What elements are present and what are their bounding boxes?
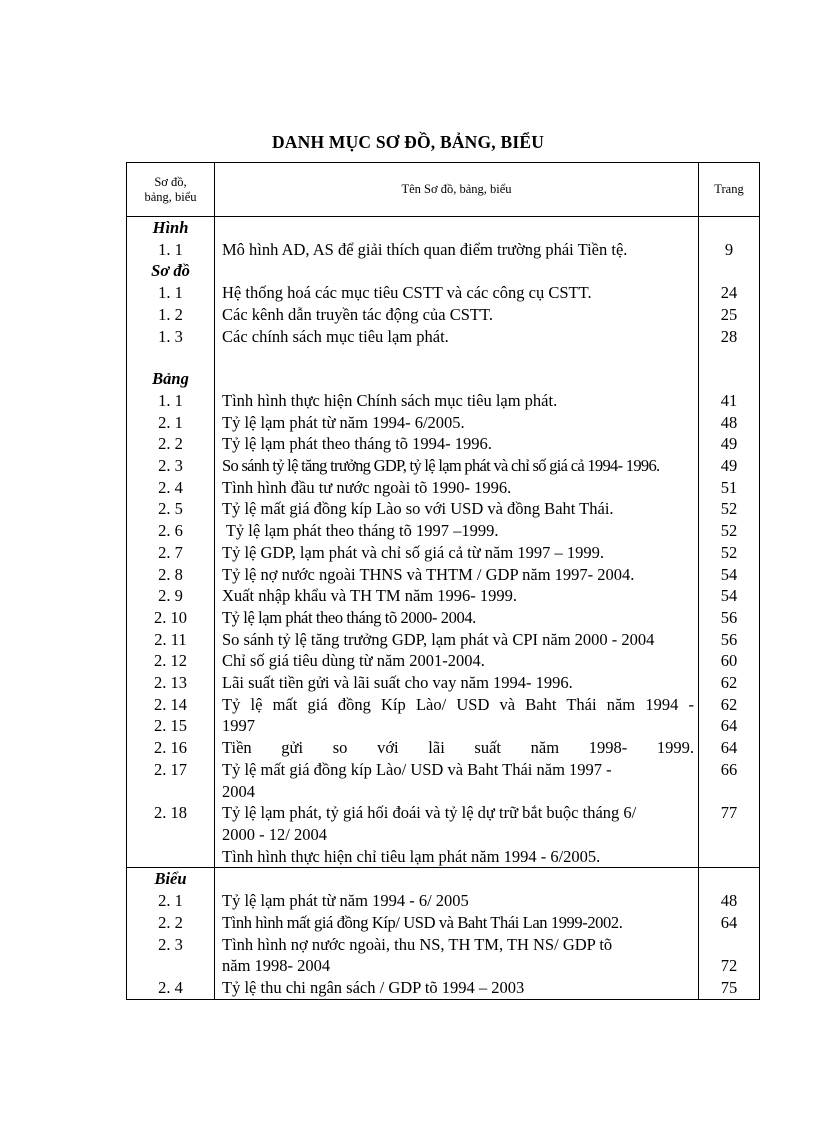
- row-page: 49: [699, 455, 760, 477]
- row-title: năm 1998- 2004: [215, 955, 699, 977]
- row-number: [127, 846, 215, 868]
- row-number: 2. 3: [127, 934, 215, 956]
- row-title: Tỷ lệ nợ nước ngoài THNS và THTM / GDP năm 1997- 2004.: [215, 564, 699, 586]
- row-title: Tỷ lệ mất giá đồng kíp Lào so với USD và đồng Baht Thái.: [215, 498, 699, 520]
- row-page: 48: [699, 412, 760, 434]
- row-page: 52: [699, 520, 760, 542]
- table-row: [127, 629, 760, 651]
- row-number: 2. 9: [127, 585, 215, 607]
- table-row: [127, 802, 760, 824]
- row-title: Hệ thống hoá các mục tiêu CSTT và các công cụ CSTT.: [215, 282, 699, 304]
- table-row: [127, 477, 760, 499]
- table-row: [127, 390, 760, 412]
- row-number: 2. 10: [127, 607, 215, 629]
- spacer-cell: [699, 347, 760, 368]
- table-row: [127, 498, 760, 520]
- header-col-page: Trang: [699, 163, 760, 217]
- row-title: So sánh tỷ lệ tăng trưởng GDP, lạm phát và CPI năm 2000 - 2004: [215, 629, 699, 651]
- row-page: 41: [699, 390, 760, 412]
- row-number: 2. 5: [127, 498, 215, 520]
- table-row: [127, 282, 760, 304]
- row-number: 2. 3: [127, 455, 215, 477]
- row-number: 1. 3: [127, 326, 215, 348]
- row-title: Tỷ lệ mất giá đồng Kíp Lào/ USD và Baht Thái năm 1994 -: [215, 694, 699, 716]
- row-title: Tỷ lệ lạm phát từ năm 1994 - 6/ 2005: [215, 890, 699, 912]
- row-page: 56: [699, 629, 760, 651]
- row-title: Mô hình AD, AS để giải thích quan điểm trường phái Tiền tệ.: [215, 239, 699, 261]
- table-row: [127, 781, 760, 803]
- header-col-name: Tên Sơ đồ, bảng, biểu: [215, 163, 699, 217]
- section-spacer: [699, 868, 760, 890]
- row-number: 2. 18: [127, 802, 215, 824]
- section-row-sodo: [127, 260, 760, 282]
- header-col1-line2: bảng, biểu: [144, 189, 197, 204]
- row-title: Tình hình thực hiện chỉ tiêu lạm phát năm 1994 - 6/2005.: [215, 846, 699, 868]
- table-row: [127, 650, 760, 672]
- row-title: 1997: [215, 715, 699, 737]
- row-number: 2. 2: [127, 912, 215, 934]
- section-spacer: [699, 260, 760, 282]
- row-number: 2. 4: [127, 977, 215, 999]
- section-row-hinh: [127, 217, 760, 239]
- spacer-row: [127, 347, 760, 368]
- row-number: 2. 7: [127, 542, 215, 564]
- row-number: 2. 16: [127, 737, 215, 759]
- table-row: [127, 607, 760, 629]
- row-page: 54: [699, 564, 760, 586]
- section-row-bieu: [127, 868, 760, 890]
- table-row: [127, 520, 760, 542]
- table-header-row: [127, 163, 760, 217]
- row-number: 2. 15: [127, 715, 215, 737]
- row-title: Các kênh dẫn truyền tác động của CSTT.: [215, 304, 699, 326]
- table-row: [127, 890, 760, 912]
- row-title: 2000 - 12/ 2004: [215, 824, 699, 846]
- row-page: 64: [699, 737, 760, 759]
- row-number: 1. 1: [127, 390, 215, 412]
- section-label-bang: Bảng: [127, 368, 215, 390]
- row-page: 62: [699, 694, 760, 716]
- section-spacer: [699, 217, 760, 239]
- table-row: [127, 412, 760, 434]
- table-row: [127, 564, 760, 586]
- spacer-cell: [127, 347, 215, 368]
- table-row: [127, 694, 760, 716]
- row-title: Tỷ lệ lạm phát theo tháng tõ 2000- 2004.: [215, 607, 699, 629]
- header-col1-line1: Sơ đồ,: [154, 174, 187, 189]
- table-row: [127, 846, 760, 868]
- row-number: [127, 781, 215, 803]
- section-spacer: [215, 217, 699, 239]
- table-row: [127, 977, 760, 999]
- row-page: 51: [699, 477, 760, 499]
- header-col-number: [127, 163, 215, 217]
- row-page: 49: [699, 433, 760, 455]
- row-title: So sánh tỷ lệ tăng trưởng GDP, tỷ lệ lạm phát và chỉ số giá cả 1994- 1996.: [215, 455, 699, 477]
- row-page: 66: [699, 759, 760, 781]
- row-title: Lãi suất tiền gửi và lãi suất cho vay năm 1994- 1996.: [215, 672, 699, 694]
- row-page: 54: [699, 585, 760, 607]
- row-title: Tỷ lệ lạm phát, tỷ giá hối đoái và tỷ lệ dự trữ bắt buộc tháng 6/: [215, 802, 699, 824]
- row-number: 2. 1: [127, 412, 215, 434]
- row-page: 56: [699, 607, 760, 629]
- row-page: 28: [699, 326, 760, 348]
- row-number: 2. 11: [127, 629, 215, 651]
- section-row-bang: [127, 368, 760, 390]
- row-title: Tình hình đầu tư nước ngoài tõ 1990- 1996.: [215, 477, 699, 499]
- row-title: Xuất nhập khẩu và TH TM năm 1996- 1999.: [215, 585, 699, 607]
- table-row: [127, 542, 760, 564]
- table-row: [127, 934, 760, 956]
- section-spacer: [215, 868, 699, 890]
- table-row: [127, 955, 760, 977]
- row-page: 77: [699, 802, 760, 824]
- row-title: Tỷ lệ lạm phát theo tháng tõ 1994- 1996.: [215, 433, 699, 455]
- row-number: 2. 4: [127, 477, 215, 499]
- row-number: 2. 14: [127, 694, 215, 716]
- row-number: 2. 8: [127, 564, 215, 586]
- row-page: 64: [699, 715, 760, 737]
- row-page: 9: [699, 239, 760, 261]
- row-title: 2004: [215, 781, 699, 803]
- row-page: [699, 824, 760, 846]
- row-title: Tỷ lệ lạm phát theo tháng tõ 1997 –1999.: [215, 520, 699, 542]
- table-row: [127, 239, 760, 261]
- spacer-cell: [215, 347, 699, 368]
- row-page: 75: [699, 977, 760, 999]
- row-page: 24: [699, 282, 760, 304]
- row-number: [127, 955, 215, 977]
- table-row: [127, 585, 760, 607]
- row-page: 62: [699, 672, 760, 694]
- row-page: 52: [699, 542, 760, 564]
- row-page: 72: [699, 955, 760, 977]
- table-row: [127, 672, 760, 694]
- row-title: Tỷ lệ thu chi ngân sách / GDP tõ 1994 – 2003: [215, 977, 699, 999]
- table-row: [127, 326, 760, 348]
- table-row: [127, 715, 760, 737]
- row-page: [699, 781, 760, 803]
- row-page: 64: [699, 912, 760, 934]
- table-row: [127, 304, 760, 326]
- row-number: 2. 2: [127, 433, 215, 455]
- row-title: Chỉ số giá tiêu dùng từ năm 2001-2004.: [215, 650, 699, 672]
- row-number: [127, 824, 215, 846]
- row-number: 2. 1: [127, 890, 215, 912]
- row-page: 48: [699, 890, 760, 912]
- row-number: 2. 17: [127, 759, 215, 781]
- row-title: Tình hình nợ nước ngoài, thu NS, TH TM, TH NS/ GDP tõ: [215, 934, 699, 956]
- section-spacer: [215, 368, 699, 390]
- section-label-sodo: Sơ đồ: [127, 260, 215, 282]
- section-spacer: [215, 260, 699, 282]
- row-number: 2. 13: [127, 672, 215, 694]
- section-label-bieu: Biểu: [127, 868, 215, 890]
- row-title: Tình hình thực hiện Chính sách mục tiêu lạm phát.: [215, 390, 699, 412]
- row-title: Tình hình mất giá đồng Kíp/ USD và Baht Thái Lan 1999-2002.: [215, 912, 699, 934]
- row-number: 2. 12: [127, 650, 215, 672]
- row-page: 25: [699, 304, 760, 326]
- table-row: [127, 737, 760, 759]
- row-page: [699, 934, 760, 956]
- row-title: Tiền gửi so với lãi suất năm 1998- 1999.: [215, 737, 699, 759]
- row-number: 2. 6: [127, 520, 215, 542]
- row-number: 1. 1: [127, 239, 215, 261]
- section-label-hinh: Hình: [127, 217, 215, 239]
- row-title: Tỷ lệ GDP, lạm phát và chỉ số giá cả từ năm 1997 – 1999.: [215, 542, 699, 564]
- table-row: [127, 824, 760, 846]
- table-row: [127, 912, 760, 934]
- row-title: Tỷ lệ lạm phát từ năm 1994- 6/2005.: [215, 412, 699, 434]
- table-row: [127, 759, 760, 781]
- page-title: DANH MỤC SƠ ĐỒ, BẢNG, BIỂU: [271, 132, 545, 152]
- row-title: Tỷ lệ mất giá đồng kíp Lào/ USD và Baht Thái năm 1997 -: [215, 759, 699, 781]
- row-page: 52: [699, 498, 760, 520]
- row-number: 1. 1: [127, 282, 215, 304]
- toc-table: [126, 162, 760, 1000]
- row-page: [699, 846, 760, 868]
- row-page: 60: [699, 650, 760, 672]
- section-spacer: [699, 368, 760, 390]
- row-number: 1. 2: [127, 304, 215, 326]
- table-row: [127, 433, 760, 455]
- table-row: [127, 455, 760, 477]
- row-title: Các chính sách mục tiêu lạm phát.: [215, 326, 699, 348]
